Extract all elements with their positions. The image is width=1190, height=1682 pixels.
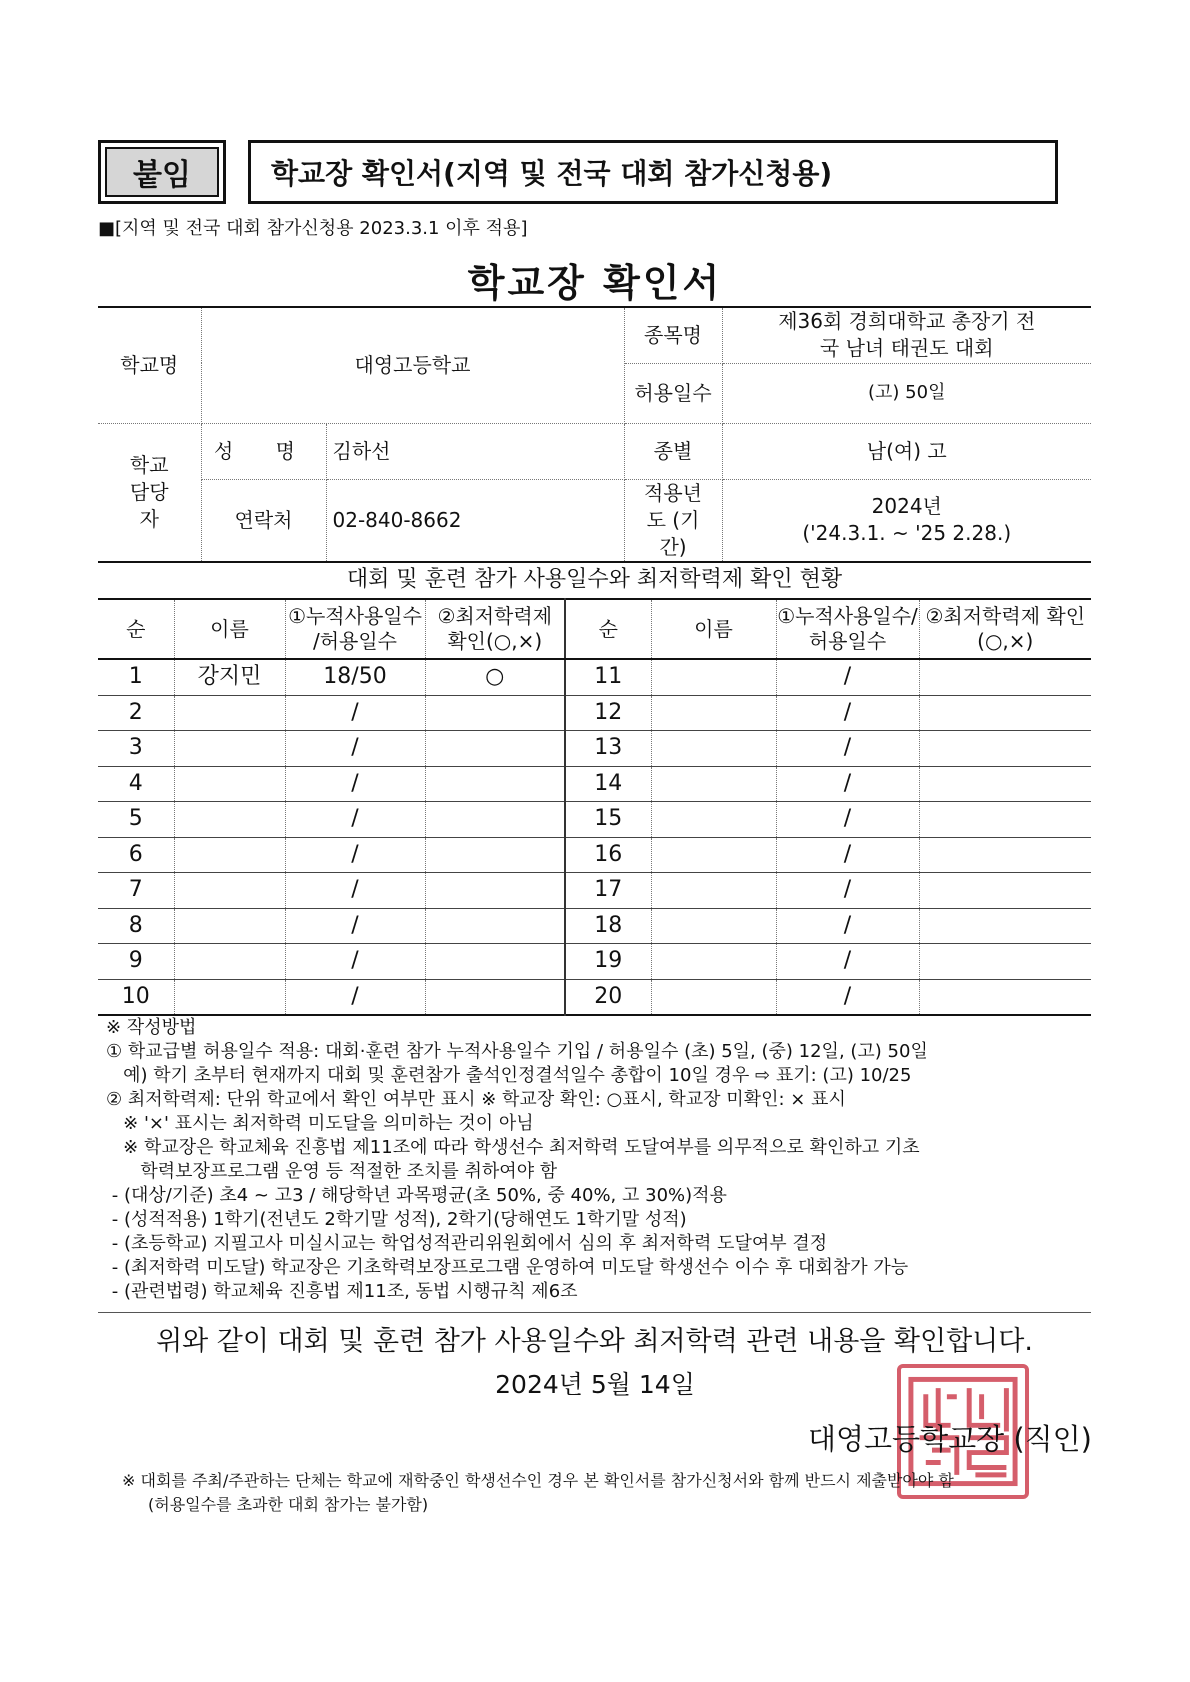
- min-achievement: [919, 659, 1091, 695]
- days-used: 18/50: [285, 659, 425, 695]
- confirmation-statement: 위와 같이 대회 및 훈련 참가 사용일수와 최저학력 관련 내용을 확인합니다.: [98, 1312, 1091, 1358]
- note-line: - (관련법령) 학교체육 진흥법 제11조, 동법 시행규칙 제6조: [106, 1281, 578, 1302]
- row-no: 16: [565, 837, 651, 873]
- roster-table: [98, 598, 1091, 1016]
- note-line: - (성적적용) 1학기(전년도 2학기말 성적), 2학기(당해연도 1학기말 성적): [106, 1209, 687, 1230]
- instructions: [106, 1016, 1106, 1304]
- row-no: 8: [98, 908, 174, 944]
- days-used: /: [776, 837, 919, 873]
- table-row: [98, 659, 1091, 695]
- min-achievement: [425, 873, 565, 909]
- section-title: 대회 및 훈련 참가 사용일수와 최저학력제 확인 현황: [346, 567, 843, 592]
- min-achievement: [425, 908, 565, 944]
- min-achievement: ○: [425, 659, 565, 695]
- days-used: /: [285, 908, 425, 944]
- row-no: 3: [98, 731, 174, 767]
- header-name-right: 이름: [651, 599, 776, 659]
- min-achievement: [919, 908, 1091, 944]
- row-no: 15: [565, 802, 651, 838]
- event-value: 제36회 경희대학교 총장기 전국 남녀 태권도 대회: [722, 307, 1091, 363]
- row-no: 12: [565, 695, 651, 731]
- note-line: ※ 학교장은 학교체육 진흥법 제11조에 따라 학생선수 최저학력 도달여부를 의무적으로 확인하고 기초: [106, 1137, 920, 1158]
- student-name: [651, 908, 776, 944]
- days-used: /: [285, 695, 425, 731]
- min-achievement: [919, 944, 1091, 980]
- table-row: [98, 731, 1091, 767]
- note-line: ② 최저학력제: 단위 학교에서 확인 여부만 표시 ※ 학교장 확인: ○표시, 학교장 미확인: × 표시: [106, 1089, 846, 1110]
- attachment-tag: 붙임: [98, 140, 226, 204]
- allowed-value: (고) 50일: [722, 363, 1091, 423]
- student-name: [651, 837, 776, 873]
- info-table: [98, 306, 1091, 563]
- days-used: /: [285, 802, 425, 838]
- days-used: /: [285, 731, 425, 767]
- row-no: 7: [98, 873, 174, 909]
- days-used: /: [776, 659, 919, 695]
- applies-note: ■[지역 및 전국 대회 참가신청용 2023.3.1 이후 적용]: [98, 218, 528, 239]
- days-used: /: [776, 944, 919, 980]
- table-row: [98, 695, 1091, 731]
- header-days-right: ①누적사용일수/ 허용일수: [776, 599, 919, 659]
- gender-value: 남(여) 고: [722, 423, 1091, 479]
- footnote-line-1: ※ 대회를 주최/주관하는 단체는 학교에 재학중인 학생선수인 경우 본 확인서를 참가신청서와 함께 반드시 제출받아야 함: [122, 1471, 954, 1490]
- days-used: /: [776, 908, 919, 944]
- issue-date: 2024년 5월 14일: [495, 1370, 695, 1399]
- student-name: [651, 802, 776, 838]
- row-no: 2: [98, 695, 174, 731]
- header-no-right: 순: [565, 599, 651, 659]
- principal-signature: 대영고등학교장 (직인): [808, 1422, 1092, 1456]
- min-achievement: [425, 979, 565, 1015]
- days-used: /: [776, 695, 919, 731]
- min-achievement: [919, 802, 1091, 838]
- row-no: 5: [98, 802, 174, 838]
- min-achievement: [425, 802, 565, 838]
- student-name: [174, 837, 285, 873]
- row-no: 10: [98, 979, 174, 1015]
- header-no-left: 순: [98, 599, 174, 659]
- period: ('24.3.1. ~ '25 2.28.): [802, 521, 1012, 545]
- days-used: /: [776, 979, 919, 1015]
- min-achievement: [919, 837, 1091, 873]
- min-achievement: [919, 766, 1091, 802]
- table-row: [98, 979, 1091, 1015]
- name-label: 성 명: [201, 423, 326, 479]
- note-line: - (대상/기준) 초4 ~ 고3 / 해당학년 과목평균(초 50%, 중 40%, 고 30%)적용: [106, 1185, 727, 1206]
- student-name: [174, 695, 285, 731]
- student-name: [651, 944, 776, 980]
- note-line: 예) 학기 초부터 현재까지 대회 및 훈련참가 출석인정결석일수 총합이 10일 경우 ⇨ 표기: (고) 10/25: [106, 1065, 912, 1086]
- header-check-right: ②최저학력제 확인(○,×): [919, 599, 1091, 659]
- student-name: [651, 979, 776, 1015]
- note-line: ① 학교급별 허용일수 적용: 대회·훈련 참가 누적사용일수 기입 / 허용일수 (초) 5일, (중) 12일, (고) 50일: [106, 1041, 928, 1062]
- year-label: 적용년도 (기간): [624, 479, 722, 562]
- table-row: [98, 802, 1091, 838]
- row-no: 9: [98, 944, 174, 980]
- student-name: [651, 695, 776, 731]
- row-no: 11: [565, 659, 651, 695]
- header-days-left: ①누적사용일수 /허용일수: [285, 599, 425, 659]
- note-line: ※ 작성방법: [106, 1017, 197, 1038]
- note-line: 학력보장프로그램 운영 등 적절한 조치를 취하여야 함: [106, 1161, 558, 1182]
- contact-label: 연락처: [201, 479, 326, 562]
- min-achievement: [425, 695, 565, 731]
- days-used: /: [776, 802, 919, 838]
- table-row: [98, 908, 1091, 944]
- allowed-label: 허용일수: [624, 363, 722, 423]
- row-no: 20: [565, 979, 651, 1015]
- row-no: 1: [98, 659, 174, 695]
- min-achievement: [919, 731, 1091, 767]
- manager-label: 학교 담당자: [98, 423, 201, 562]
- student-name: [174, 802, 285, 838]
- min-achievement: [425, 731, 565, 767]
- days-used: /: [285, 837, 425, 873]
- school-label: 학교명: [98, 307, 201, 423]
- row-no: 17: [565, 873, 651, 909]
- student-name: [651, 731, 776, 767]
- event-label: 종목명: [624, 307, 722, 363]
- document-title-box: 학교장 확인서(지역 및 전국 대회 참가신청용): [248, 140, 1058, 204]
- table-row: [98, 837, 1091, 873]
- min-achievement: [425, 766, 565, 802]
- table-row: [98, 766, 1091, 802]
- min-achievement: [425, 944, 565, 980]
- footnote: [122, 1469, 954, 1517]
- student-name: [651, 766, 776, 802]
- days-used: /: [285, 766, 425, 802]
- days-used: /: [285, 979, 425, 1015]
- header-name-left: 이름: [174, 599, 285, 659]
- footnote-line-2: (허용일수를 초과한 대회 참가는 불가함): [148, 1495, 429, 1514]
- student-name: [174, 873, 285, 909]
- note-line: ※ '×' 표시는 최저학력 미도달을 의미하는 것이 아님: [106, 1113, 534, 1134]
- row-no: 18: [565, 908, 651, 944]
- student-name: [651, 873, 776, 909]
- min-achievement: [919, 979, 1091, 1015]
- header-check-left: ②최저학력제 확인(○,×): [425, 599, 565, 659]
- min-achievement: [919, 695, 1091, 731]
- note-line: - (초등학교) 지필고사 미실시교는 학업성적관리위원회에서 심의 후 최저학력 도달여부 결정: [106, 1233, 828, 1254]
- row-no: 14: [565, 766, 651, 802]
- name-value: 김하선: [326, 423, 624, 479]
- row-no: 6: [98, 837, 174, 873]
- student-name: [174, 908, 285, 944]
- days-used: /: [776, 731, 919, 767]
- student-name: 강지민: [174, 659, 285, 695]
- year: 2024년: [871, 494, 942, 518]
- contact-value: 02-840-8662: [326, 479, 624, 562]
- days-used: /: [776, 766, 919, 802]
- row-no: 19: [565, 944, 651, 980]
- min-achievement: [919, 873, 1091, 909]
- table-row: [98, 944, 1091, 980]
- student-name: [174, 979, 285, 1015]
- school-name: 대영고등학교: [201, 307, 624, 423]
- student-name: [651, 659, 776, 695]
- days-used: /: [285, 944, 425, 980]
- student-name: [174, 766, 285, 802]
- student-name: [174, 731, 285, 767]
- days-used: /: [776, 873, 919, 909]
- days-used: /: [285, 873, 425, 909]
- min-achievement: [425, 837, 565, 873]
- row-no: 4: [98, 766, 174, 802]
- page-title: 학교장 확인서: [467, 261, 723, 305]
- note-line: - (최저학력 미도달) 학교장은 기초학력보장프로그램 운영하여 미도달 학생선수 이수 후 대회참가 가능: [106, 1257, 909, 1278]
- table-row: [98, 873, 1091, 909]
- gender-label: 종별: [624, 423, 722, 479]
- year-value: [722, 479, 1091, 562]
- student-name: [174, 944, 285, 980]
- row-no: 13: [565, 731, 651, 767]
